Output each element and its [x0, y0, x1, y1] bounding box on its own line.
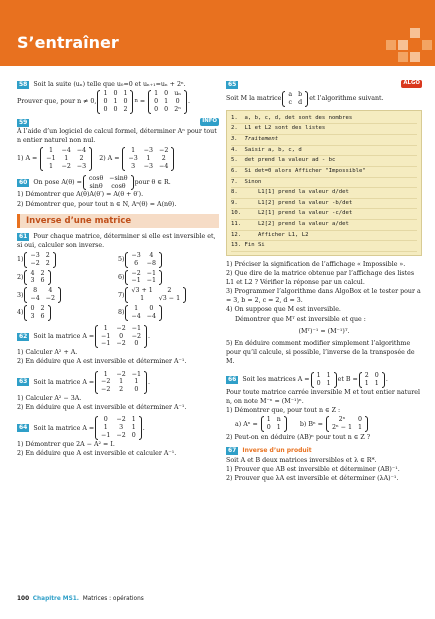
question: 1) Démontrer que 2A − A² = I. [17, 440, 115, 448]
matrix-entry: −2 [101, 378, 111, 386]
exercise-number: 62 [19, 332, 28, 340]
question: 5) En déduire comment modifier simplement l’algorithme pour qu’il calcule, si possible, l’inverse de la transposée de M. [226, 339, 415, 366]
item-label: 5) [118, 256, 125, 264]
decor-square [398, 40, 408, 50]
matrix-entry: 6 [40, 312, 45, 320]
matrix-entry: 0 [103, 97, 108, 105]
matrix-entry: 2 [123, 105, 128, 113]
algorithm-line: 8. L1[1] prend la valeur d/det [231, 188, 417, 199]
exercise-number: 61 [19, 232, 28, 240]
matrix-entry: −8 [146, 259, 157, 267]
question: 1) Prouver que AB est inversible et déterminer (AB)⁻¹. [226, 465, 400, 473]
matrix [311, 372, 337, 388]
matrix-entry: −2 [116, 432, 126, 440]
matrix-grid [17, 252, 219, 321]
item-label: 8) [118, 309, 125, 317]
matrix-entry: −1 [131, 370, 142, 378]
matrix-entry: 2ⁿ [338, 416, 346, 424]
matrix-entry: 0 [154, 105, 159, 113]
item-label: 1) [17, 256, 24, 264]
matrix-entry: 1 [364, 380, 369, 387]
matrix-item [118, 270, 219, 286]
matrix [282, 91, 308, 107]
matrix [326, 416, 368, 432]
matrix-entry: −1 [146, 277, 157, 285]
item-label: a) Aⁿ = [235, 420, 258, 428]
matrix-entry: 0 [164, 105, 169, 113]
matrix-entry: 1 [358, 424, 363, 432]
exercise-text: Soit M la matrice [226, 95, 282, 103]
matrix-item [118, 252, 219, 268]
matrix-entry: 0 [266, 424, 271, 432]
matrix-entry: b [298, 91, 303, 99]
matrix-entry: 0 [134, 340, 139, 348]
matrix [125, 270, 162, 286]
exercise-text: et B = [337, 376, 358, 384]
matrix [24, 305, 50, 321]
exercise-64: 64 Soit la matrice A = 0 −2 1 1 3 1 −1 −2 0 . 1) Démontrer que 2A − A² = I. 2) En déduire que A est inversible et calculer A⁻¹. [17, 416, 219, 458]
algorithm-box [226, 110, 422, 256]
matrix-entry: 0 [103, 416, 108, 424]
question: 1) Calculer A² + A. [17, 349, 78, 357]
matrix-entry: −3 [128, 154, 138, 162]
matrix-entry: 1 [326, 380, 331, 387]
matrix-entry: 1 [48, 147, 53, 155]
matrix-entry: 0 [131, 432, 136, 440]
item-label: b) Bⁿ = [299, 420, 323, 428]
question: 2) Peut-on en déduire (AB)ⁿ pour tout n ∈ Z ? [226, 433, 371, 441]
matrix-entry: c [288, 98, 293, 106]
matrix-entry: 2 [79, 154, 84, 162]
exercise-62: 62 Soit la matrice A = 1 −2 −1 −1 0 −2 −1 −2 0 . 1) Calculer A² + A. 2) En déduire que A est inversible et déterminer A⁻¹. [17, 325, 219, 367]
algorithm-line: 10. L2[1] prend la valeur -c/det [231, 209, 417, 220]
matrix-entry: 0 [149, 305, 154, 313]
matrix-entry: 0 [316, 380, 321, 387]
matrix-entry: d [298, 98, 303, 106]
exercise-number: 58 [19, 81, 28, 88]
question: Démontrer que Mᵀ est inversible et que : [235, 315, 366, 323]
matrix-entry: 0 [374, 372, 379, 380]
decor-square [398, 52, 408, 62]
matrix-entry: −4 [131, 312, 141, 320]
question: 2) Prouver que λA est inversible et déterminer (λA)⁻¹. [226, 475, 399, 483]
question: 1) Calculer A² − 3A. [17, 395, 82, 403]
exercise-58: 58 Soit la suite (uₙ) telle que u₀=0 et uₙ₊₁=uₙ + 2ⁿ. Prouver que, pour n ≠ 0, 1 0 1 0 1 0 0 0 2 n = 1 0 uₙ 0 1 0 0 0 2ⁿ . [17, 81, 190, 113]
question: 2) Que dire de la matrice obtenue par l’affichage des listes L1 et L2 ? Vérifier la réponse par un calcul. [226, 269, 415, 287]
item-label: 2) A = [99, 155, 120, 163]
exercise-text: et l’algorithme suivant. [309, 95, 384, 103]
exercise-60 [17, 175, 219, 209]
exercise-text: Soit les matrices A = [242, 376, 310, 384]
exercise-title: Inverse d’un produit [242, 447, 312, 455]
matrix-entry: 1 [276, 424, 281, 432]
question: 2) En déduire que A est inversible et déterminer A⁻¹. [17, 404, 187, 412]
matrix [24, 287, 61, 303]
matrix-item [17, 287, 118, 303]
matrix [148, 90, 187, 114]
exercise-number: 60 [19, 178, 28, 186]
decor-square [410, 52, 420, 62]
matrix-entry: −3 [30, 251, 40, 259]
matrix-entry: 1 [164, 97, 169, 105]
matrix-entry: −1 [101, 332, 111, 340]
matrix-entry: 1 [134, 305, 139, 313]
matrix-entry: −4 [30, 295, 40, 303]
section-title: Inverse d’une matrice [17, 214, 219, 228]
matrix [83, 175, 134, 191]
algorithm-line: 4. Saisir a, b, c, d [231, 146, 417, 157]
matrix-entry: 1 [119, 378, 124, 386]
matrix-entry: −2 [116, 340, 126, 348]
matrix-entry: −3 [76, 162, 87, 170]
item-label: 2) [17, 273, 24, 281]
exercise-number: 59 [19, 118, 28, 126]
exercise-text: À l’aide d’un logiciel de calcul formel, déterminer Aⁿ pour tout n entier naturel non nul. [17, 127, 217, 144]
matrix-entry: −2 [61, 162, 71, 170]
matrix [95, 371, 147, 395]
matrix-entry: −1 [131, 324, 142, 332]
matrix [24, 252, 55, 268]
formula: (Mᵀ)⁻¹ = (M⁻¹)ᵀ. [298, 327, 350, 335]
exercise-text: Pour chaque matrice, déterminer si elle est inversible et, si oui, calculer son inverse. [17, 232, 216, 249]
matrix-entry: 1 [131, 147, 136, 155]
matrix [95, 416, 142, 440]
matrix-entry: cosθ [88, 174, 104, 182]
exercise-number: 66 [228, 376, 237, 383]
matrix-entry: 0 [175, 97, 180, 105]
matrix [24, 270, 50, 286]
exercise-number: 63 [19, 378, 28, 386]
exercise-text: Soit la matrice A = [33, 378, 95, 386]
matrix [97, 90, 133, 114]
matrix-entry: 3 [119, 424, 124, 432]
item-label: 6) [118, 273, 125, 281]
matrix-entry: −1 [146, 269, 157, 277]
algorithm-line: 13. Fin Si [231, 241, 417, 252]
matrix-entry: −4 [61, 147, 71, 155]
matrix-entry: 1 [113, 97, 118, 105]
exercise-number: 65 [228, 81, 237, 88]
matrix-entry: 0 [119, 332, 124, 340]
matrix-entry: 1 [146, 154, 151, 162]
matrix-entry: 2 [40, 269, 45, 277]
matrix-entry: 1 [103, 324, 108, 332]
info-badge: INFO [202, 117, 217, 124]
matrix-entry: 1 [326, 372, 331, 380]
item-label: 1) A = [17, 155, 38, 163]
exercise-65 [226, 80, 422, 366]
matrix-entry: −3 [143, 162, 154, 170]
exercise-66: 66 Soit les matrices A = 1 1 0 1 et B = 2 0 1 1 . Pour toute matrice carrée inversible M et tout entier naturel n, on note M⁻ⁿ = (M⁻¹)ⁿ. 1) Démontrer que, pour tout n ∈ Z : a) Aⁿ = 1 n 0 1 b) Bⁿ = 2ⁿ 0 2ⁿ − 1 1 2) Peut-on en déduire (AB)ⁿ pour tout n ∈ Z ? [226, 372, 422, 442]
exercise-text: Soit A et B deux matrices inversibles et λ ∈ R*. [226, 456, 377, 464]
matrix-entry: 1 [266, 416, 271, 424]
left-column [17, 80, 219, 462]
matrix [122, 147, 174, 171]
matrix [125, 252, 162, 268]
matrix [95, 325, 147, 349]
exercise-text: pour θ ∈ R. [134, 178, 171, 186]
matrix-entry: sinθ [89, 182, 103, 190]
matrix-entry: 1 [140, 295, 145, 303]
matrix-entry: 1 [131, 424, 136, 432]
matrix-entry: √3 + 1 [131, 287, 153, 295]
matrix-entry: n [276, 416, 281, 424]
matrix-entry: 0 [123, 97, 128, 105]
matrix-entry: 0 [113, 105, 118, 113]
matrix-entry: 3 [30, 312, 35, 320]
question: 2) Démontrer que, pour tout n ∈ N, Aⁿ(θ) = A(nθ). [17, 200, 177, 208]
algorithm-line: 7. Sinon [231, 178, 417, 189]
matrix-entry: −2 [131, 332, 142, 340]
question: 1) Démontrer que, pour tout n ∈ Z : [226, 407, 341, 415]
question: 1) Préciser la signification de l’affichage « Impossible ». [226, 260, 406, 268]
matrix [125, 287, 186, 303]
question: 1) Démontrer que A(θ)A(θ′) = A(θ + θ′). [17, 191, 144, 199]
matrix-item [17, 305, 118, 321]
matrix-entry: 2 [167, 287, 172, 295]
matrix-entry: 2 [45, 259, 50, 267]
matrix-entry: −2 [116, 324, 126, 332]
algorithm-line: 2. L1 et L2 sont des listes [231, 124, 417, 135]
matrix-entry: 3 [131, 162, 136, 170]
matrix-item [17, 270, 118, 286]
algorithm-line: 12. Afficher L1, L2 [231, 231, 417, 242]
matrix-entry: −2 [116, 370, 126, 378]
matrix-entry: −4 [146, 312, 157, 320]
matrix-entry: 0 [358, 416, 363, 424]
matrix-entry: √3 − 1 [158, 295, 181, 303]
matrix-entry: −4 [76, 147, 87, 155]
matrix-entry: 0 [134, 386, 139, 394]
exercise-61 [17, 232, 219, 321]
matrix-entry: −3 [131, 251, 141, 259]
matrix-entry: −2 [159, 147, 169, 155]
matrix-entry: 4 [48, 287, 53, 295]
exponent: n [134, 98, 138, 105]
matrix-entry: a [288, 91, 293, 99]
exercise-number: 67 [228, 447, 237, 455]
matrix-entry: −sinθ [109, 174, 128, 182]
matrix [40, 147, 92, 171]
matrix-entry: 1 [103, 90, 108, 98]
matrix-entry: −1 [101, 432, 111, 440]
matrix-entry: −1 [131, 277, 141, 285]
matrix-entry: 6 [134, 259, 139, 267]
matrix-entry: 0 [113, 90, 118, 98]
matrix [261, 416, 287, 432]
matrix-entry: 1 [134, 378, 139, 386]
matrix [359, 372, 385, 388]
algorithm-line: 11. L2[2] prend la valeur a/det [231, 220, 417, 231]
item-label: 7) [118, 291, 125, 299]
matrix-entry: 2 [119, 386, 124, 394]
matrix-entry: −4 [159, 162, 169, 170]
matrix-entry: 2 [161, 154, 166, 162]
matrix-entry: 1 [131, 416, 136, 424]
matrix [125, 305, 162, 321]
algo-badge: ALGO [403, 80, 420, 86]
exercise-text: Soit la suite (uₙ) telle que u₀=0 et uₙ₊₁=uₙ + 2ⁿ. [33, 81, 186, 88]
exercise-text: Soit la matrice A = [33, 424, 95, 432]
page-title: S’entraîner [17, 33, 119, 52]
exercise-number: 64 [19, 424, 28, 432]
page-footer [17, 596, 144, 602]
question: 2) En déduire que A est inversible et calculer A⁻¹. [17, 450, 177, 458]
algorithm-line: 1. a, b, c, d, det sont des nombres [231, 114, 417, 125]
matrix-entry: 1 [103, 424, 108, 432]
matrix-item [118, 305, 219, 321]
page-header [0, 0, 435, 66]
matrix-entry: 1 [374, 380, 379, 387]
exercise-text: Pour toute matrice carrée inversible M et tout entier naturel n, on note M⁻ⁿ = (M⁻¹)ⁿ. [226, 388, 420, 405]
matrix-entry: 1 [154, 90, 159, 98]
matrix-item [17, 252, 118, 268]
matrix-entry: uₙ [174, 90, 181, 98]
exercise-text: Soit la matrice A = [33, 332, 95, 340]
matrix-entry: 6 [40, 277, 45, 285]
right-column [226, 80, 422, 487]
matrix-entry: 1 [123, 90, 128, 98]
matrix-entry: 4 [149, 251, 154, 259]
matrix-entry: 4 [30, 269, 35, 277]
algorithm-line: 6. Si det=0 alors Afficher "Impossible" [231, 167, 417, 178]
section-label: Matrices : opérations [82, 596, 144, 602]
matrix-entry: 3 [30, 277, 35, 285]
matrix-entry: 2ⁿ [174, 105, 181, 113]
page-number: 100 [17, 596, 30, 602]
matrix-entry: −2 [131, 269, 141, 277]
matrix-item [118, 287, 219, 303]
decor-square [422, 40, 432, 50]
exercise-59 [17, 118, 219, 171]
chapter-label: Chapitre MS1. [32, 596, 79, 602]
matrix-entry: 2 [45, 251, 50, 259]
matrix-entry: 0 [103, 105, 108, 113]
matrix-entry: 1 [64, 154, 69, 162]
algorithm-line: 5. det prend la valeur ad - bc [231, 156, 417, 167]
question: 3) Programmer l’algorithme dans AlgoBox et le tester pour a = 3, b = 2, c = 2, d = 3. [226, 288, 421, 305]
matrix-entry: 1 [316, 372, 321, 380]
matrix-entry: −1 [101, 340, 111, 348]
exercise-text: Prouver que, pour n ≠ 0, [17, 98, 97, 106]
decor-square [410, 28, 420, 38]
question: 2) En déduire que A est inversible et déterminer A⁻¹. [17, 358, 187, 366]
matrix-entry: 0 [30, 305, 35, 313]
matrix-entry: −3 [143, 147, 154, 155]
item-label: 3) [17, 291, 24, 299]
matrix-entry: 0 [164, 90, 169, 98]
matrix-entry: −2 [116, 416, 126, 424]
matrix-entry: 2 [40, 305, 45, 313]
matrix-entry: −1 [46, 154, 56, 162]
algorithm-line: 3. Traitement [231, 135, 417, 146]
matrix-entry: 1 [48, 162, 53, 170]
exercise-text: On pose A(θ) = [33, 178, 82, 186]
matrix-entry: 0 [154, 97, 159, 105]
item-label: 4) [17, 309, 24, 317]
matrix-entry: 2 [364, 372, 369, 380]
matrix-entry: cosθ [111, 182, 126, 190]
exercise-63: 63 Soit la matrice A = 1 −2 −1 −2 1 1 −2 2 0 . 1) Calculer A² − 3A. 2) En déduire que A est inversible et déterminer A⁻¹. [17, 371, 219, 413]
matrix-entry: −2 [101, 386, 111, 394]
algorithm-line: 9. L1[2] prend la valeur -b/det [231, 199, 417, 210]
matrix-entry: −2 [45, 295, 56, 303]
question: 4) On suppose que M est inversible. [226, 306, 341, 314]
decor-square [386, 40, 396, 50]
matrix-entry: 1 [103, 370, 108, 378]
matrix-entry: −2 [30, 259, 40, 267]
matrix-entry: 8 [33, 287, 38, 295]
matrix-entry: 2ⁿ − 1 [331, 424, 352, 432]
exercise-67 [226, 446, 422, 483]
